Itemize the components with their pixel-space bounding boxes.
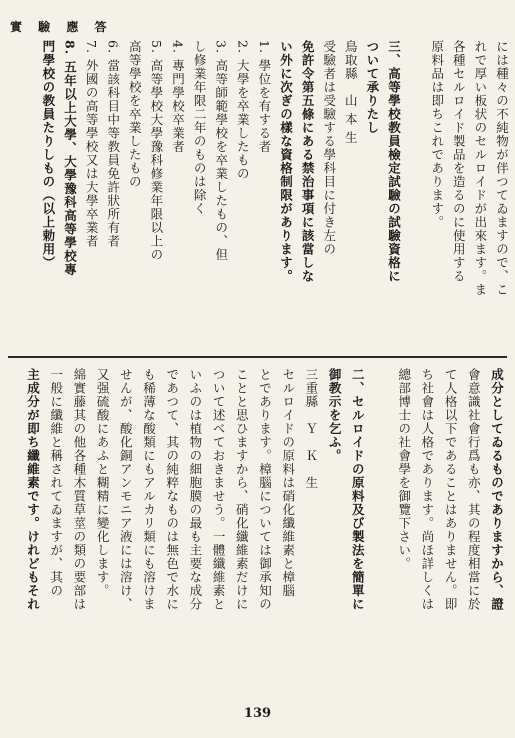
text-column: れで厚い板状のセルロイドが出來ます。ま (472, 40, 488, 297)
text-column: いふのは植物の細胞膜の最も主要な成分 (187, 368, 203, 611)
text-column: ち社會は人格であります。尚ほ詳しくは (419, 368, 435, 611)
text-column: ついて承りたし (364, 40, 380, 135)
text-column: とであります。樟腦については御承知の (257, 368, 273, 611)
text-column: には種々の不純物が伴つてゐますので、こ (494, 40, 510, 297)
text-column: であつて、其の純粹なものは無色で水に (164, 368, 180, 611)
text-column: 御教示を乞ふ。 (327, 368, 343, 463)
text-column: 總部博士の社會學を御覽下さい。 (396, 368, 412, 571)
text-column: 會意識社會行爲も亦、其の程度相當に於 (466, 368, 482, 611)
text-column: セルロイドの原料は硝化纖維素と樟腦 (280, 368, 296, 598)
running-header: 實 驗 應 答 (10, 20, 113, 34)
text-column: 4. 專門學校卒業者 (170, 40, 186, 154)
text-column: 三、高等學校教員檢定試驗の試驗資格に (386, 40, 402, 283)
section-divider (8, 356, 507, 358)
text-column: 免許令第五條にある禁治事項に該當しな (300, 40, 316, 283)
text-column: 門學校の教員たりしもの（以上勅用） (40, 40, 56, 270)
text-column: 鳥取縣 山 本 生 (343, 40, 359, 145)
text-column: ついて述べておきませう。一體纖維素と (211, 368, 227, 611)
text-column: い外に次ぎの樣な資格制限があります。 (278, 40, 294, 283)
text-column: 2. 大學を卒業したもの (235, 40, 251, 181)
page-number: 139 (243, 706, 272, 721)
text-column: 1. 學位を有する者 (256, 40, 272, 154)
text-column: 綿實藤其の他各種木質草莖の類の要部は (71, 368, 87, 611)
text-column: せんが、酸化銅アンモニア液には溶け、 (118, 368, 134, 611)
text-column: 6. 當該科目中等教員免許狀所有者 (105, 40, 121, 248)
text-column: 3. 高等師範學校を卒業したもの、但 (213, 40, 229, 262)
text-column: 二、セルロイドの原料及び製法を簡單に (350, 368, 366, 611)
text-column: 主成分が即ち纖維素です。けれどもそれ (25, 368, 41, 611)
text-column: 三重縣 Ｙ Ｋ 生 (303, 368, 319, 490)
text-column: 又强硫酸にあふと糊精に變化します。 (95, 368, 111, 598)
text-column: 高等學校を卒業したもの (127, 40, 143, 189)
text-column: 成分としてゐるものでありますから、證 (489, 368, 505, 611)
text-column: 原料品は即ちこれであります。 (429, 40, 445, 229)
text-column: て人格以下であることはありません。即 (443, 368, 459, 611)
text-column: 受驗者は受驗する學科目に付き左の (321, 40, 337, 256)
text-column: も稀薄な酸類にもアルカリ類にも溶けま (141, 368, 157, 611)
text-column: 一般に纖維と稱されてゐますが、其の (48, 368, 64, 598)
text-column: 各種セルロイド製品を造るのに使用する (451, 40, 467, 283)
text-column: 5. 高等學校大學豫科修業年限以上の (148, 40, 164, 262)
text-column: し修業年限二年のものは除く (192, 40, 208, 216)
text-column: 8. 五年以上大學、大學豫科高等學校專 (62, 40, 78, 277)
text-column: 7. 外國の高等學校又は大學卒業者 (84, 40, 100, 248)
text-column: ことと思ひますから、硝化纖維素だけに (234, 368, 250, 611)
